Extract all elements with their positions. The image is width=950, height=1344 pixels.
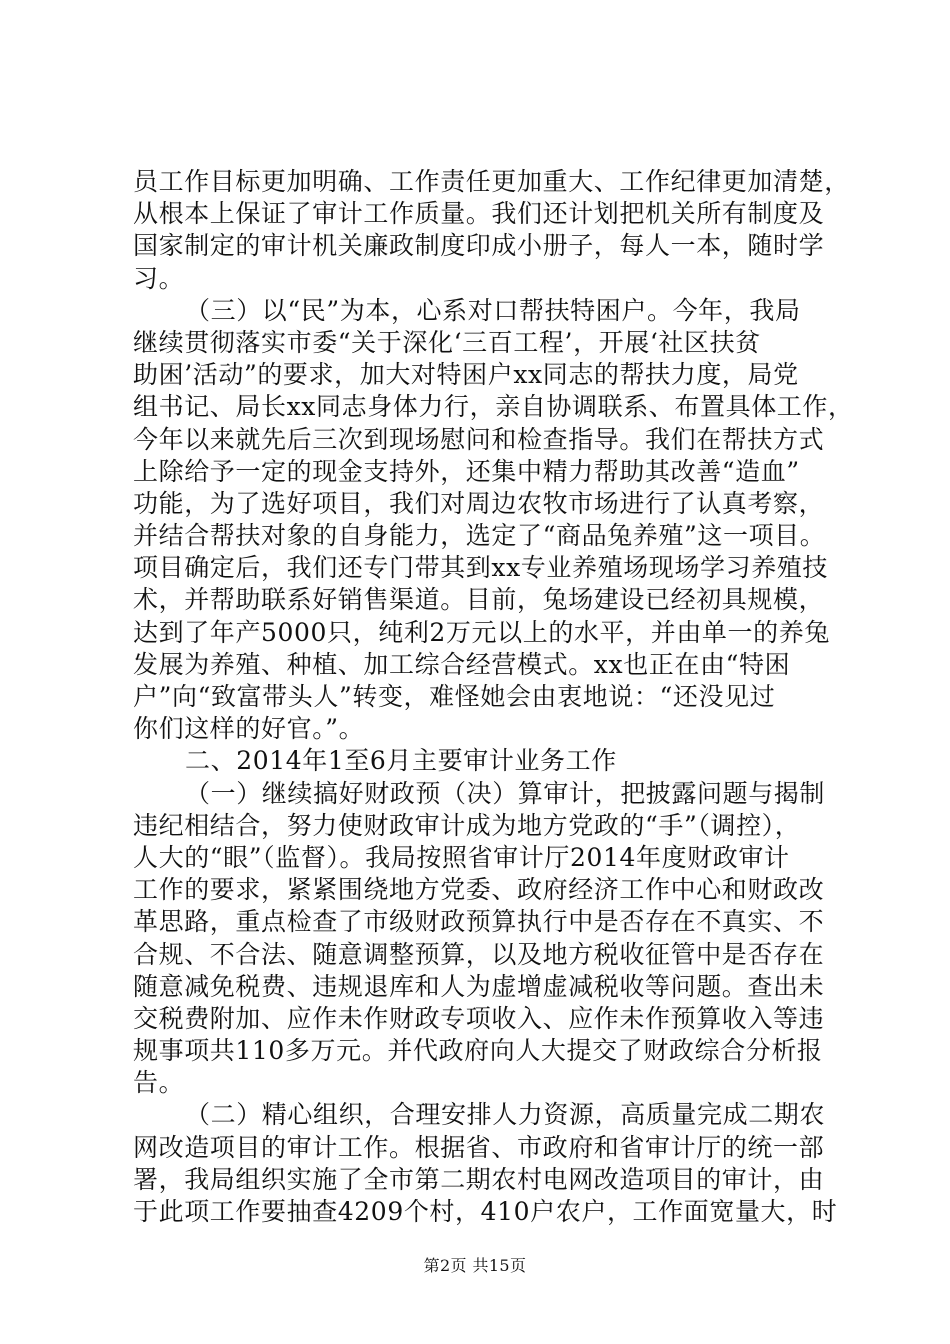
text-line: 组书记、局长xx同志身体力行，亲自协调联系、布置具体工作， — [133, 392, 854, 422]
text-line: 于此项工作要抽查4209个村，410户农户，工作面宽量大，时 — [133, 1197, 838, 1226]
text-line: 你们这样的好官。”。 — [133, 714, 365, 744]
paragraph-first-line: （三）以“民”为本，心系对口帮扶特困户。今年，我局 — [185, 295, 801, 325]
text-line: 合规、不合法、随意调整预算，以及地方税收征管中是否存在 — [133, 939, 825, 969]
text-line: 工作的要求，紧紧围绕地方党委、政府经济工作中心和财政改 — [133, 875, 825, 905]
text-line: 项目确定后，我们还专门带其到xx专业养殖场现场学习养殖技 — [133, 553, 829, 583]
text-line: 继续贯彻落实市委“关于深化‘三百工程’，开展‘社区扶贫 — [133, 327, 761, 357]
text-line: 达到了年产5000只，纯利2万元以上的水平，并由单一的养兔 — [133, 617, 830, 647]
section-heading: 二、2014年1至6月主要审计业务工作 — [185, 746, 617, 776]
text-line: 术，并帮助联系好销售渠道。目前，兔场建设已经初具规模， — [133, 585, 825, 615]
text-line: 从根本上保证了审计工作质量。我们还计划把机关所有制度及 — [133, 199, 825, 229]
text-line: 上除给予一定的现金支持外，还集中精力帮助其改善“造血” — [133, 456, 800, 486]
text-line: 随意减免税费、违规退库和人为虚增虚减税收等问题。查出未 — [133, 971, 825, 1001]
text-line: 革思路，重点检查了市级财政预算执行中是否存在不真实、不 — [133, 907, 825, 937]
text-line: 违纪相结合，努力使财政审计成为地方党政的“手”（调控）， — [133, 810, 801, 840]
text-line: 今年以来就先后三次到现场慰问和检查指导。我们在帮扶方式 — [133, 424, 825, 454]
text-line: 功能，为了选好项目，我们对周边农牧市场进行了认真考察， — [133, 488, 825, 518]
document-body — [133, 166, 854, 1228]
text-line: 人大的“眼”（监督）。我局按照省审计厅2014年度财政审计 — [133, 842, 790, 872]
text-line: 规事项共110多万元。并代政府向人大提交了财政综合分析报 — [133, 1036, 823, 1066]
paragraph-first-line: （一）继续搞好财政预（决）算审计，把披露问题与揭制 — [185, 778, 826, 808]
page-footer — [0, 1256, 950, 1276]
page-number-label: 第2页 共15页 — [423, 1256, 527, 1275]
text-line: 发展为养殖、种植、加工综合经营模式。xx也正在由“特困 — [133, 649, 791, 679]
text-line: 助困’活动”的要求，加大对特困户xx同志的帮扶力度，局党 — [133, 360, 799, 390]
text-line: 员工作目标更加明确、工作责任更加重大、工作纪律更加清楚， — [133, 167, 850, 196]
text-line: 并结合帮扶对象的自身能力，选定了“商品兔养殖”这一项目。 — [133, 521, 826, 551]
text-line: 署，我局组织实施了全市第二期农村电网改造项目的审计，由 — [133, 1164, 825, 1194]
text-line: 国家制定的审计机关廉政制度印成小册子，每人一本，随时学 — [133, 231, 825, 261]
text-line: 告。 — [133, 1068, 185, 1098]
text-line: 习。 — [133, 263, 185, 293]
text-line: 网改造项目的审计工作。根据省、市政府和省审计厅的统一部 — [133, 1132, 825, 1162]
paragraph-first-line: （二）精心组织，合理安排人力资源，高质量完成二期农 — [185, 1100, 826, 1130]
text-line: 交税费附加、应作未作财政专项收入、应作未作预算收入等违 — [133, 1003, 825, 1033]
text-line: 户”向“致富带头人”转变，难怪她会由衷地说：“还没见过 — [133, 682, 776, 711]
